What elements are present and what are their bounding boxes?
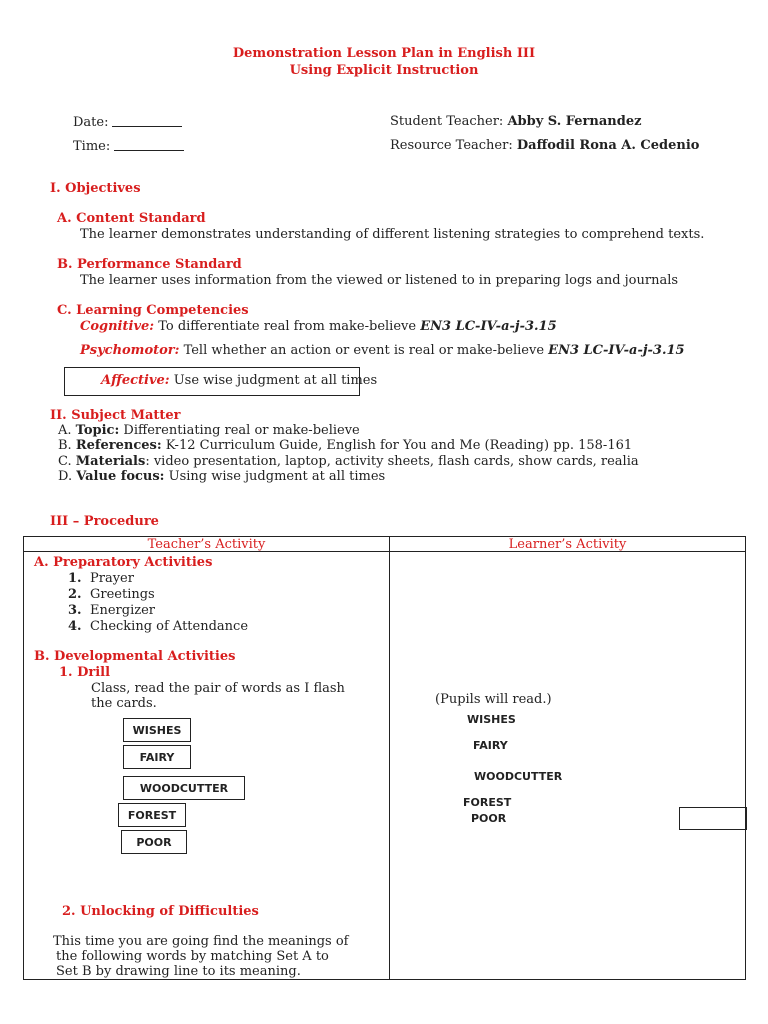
learner-word: FOREST: [463, 796, 512, 809]
preparatory-item: [68, 587, 155, 602]
preparatory-heading: A. Preparatory Activities: [34, 555, 213, 570]
psychomotor-label: Psychomotor:: [80, 343, 180, 358]
subject-item-label: References:: [75, 438, 162, 453]
learner-word: WOODCUTTER: [474, 770, 563, 783]
performance-standard-text: The learner uses information from the viewed or listened to in preparing logs and journals: [80, 273, 679, 288]
item-text: Energizer: [90, 603, 156, 618]
drill-instruction-line1: Class, read the pair of words as I flash: [91, 681, 345, 696]
subject-item: [58, 438, 632, 453]
document-title-line1: Demonstration Lesson Plan in English III: [232, 46, 536, 61]
unlocking-text-line3: Set B by drawing line to its meaning.: [56, 964, 301, 979]
subject-item: [58, 469, 385, 484]
date-blank: [112, 114, 182, 127]
empty-answer-box: [679, 807, 747, 830]
subject-matter-heading: II. Subject Matter: [50, 408, 181, 423]
subject-item-prefix: D.: [58, 469, 77, 484]
item-number: 1.: [68, 571, 82, 586]
pupils-response: (Pupils will read.): [435, 692, 552, 707]
item-number: 4.: [68, 619, 82, 634]
subject-item-text: Using wise judgment at all times: [164, 469, 386, 484]
content-standard-text: The learner demonstrates understanding of different listening strategies to comprehend texts.: [80, 227, 705, 242]
unlocking-text-line1: This time you are going find the meanings of: [53, 934, 349, 949]
flash-card: FOREST: [118, 803, 186, 827]
subject-item-text: Differentiating real or make-believe: [119, 423, 360, 438]
subject-item-text: : video presentation, laptop, activity sheets, flash cards, show cards, realia: [145, 454, 639, 469]
psychomotor-text: Tell whether an action or event is real or make-believe: [179, 343, 549, 358]
cognitive-line: [80, 319, 557, 334]
item-text: Greetings: [90, 587, 155, 602]
date-label: Date:: [73, 115, 109, 130]
resource-teacher-name: Daffodil Rona A. Cedenio: [516, 138, 700, 153]
objectives-heading: I. Objectives: [50, 181, 141, 196]
preparatory-item: [68, 603, 155, 618]
subject-item-prefix: B.: [58, 438, 76, 453]
subject-item: [58, 454, 639, 469]
drill-instruction-line2: the cards.: [91, 696, 157, 711]
subject-item-label: Value focus:: [76, 469, 165, 484]
performance-standard-heading: B. Performance Standard: [57, 257, 242, 272]
cognitive-code: EN3 LC-IV-a-j-3.15: [420, 319, 557, 334]
column-header-teacher: Teacher’s Activity: [147, 537, 266, 552]
resource-teacher-label: Resource Teacher:: [390, 138, 513, 153]
subject-item-label: Topic:: [75, 423, 120, 438]
flash-card: POOR: [121, 830, 187, 854]
table-left-border: [23, 536, 24, 980]
learner-word: FAIRY: [473, 739, 508, 752]
item-text: Prayer: [90, 571, 134, 586]
time-blank: [114, 138, 184, 151]
subject-item-label: Materials: [75, 454, 146, 469]
student-teacher: [390, 114, 641, 129]
cognitive-text: To differentiate real from make-believe: [154, 319, 421, 334]
time-field: [73, 138, 184, 154]
flash-card: WOODCUTTER: [123, 776, 245, 800]
time-label: Time:: [73, 139, 111, 154]
table-column-divider: [389, 536, 390, 980]
subject-item-text: K-12 Curriculum Guide, English for You and Me (Reading) pp. 158-161: [161, 438, 633, 453]
learner-word: POOR: [471, 812, 507, 825]
affective-label: Affective:: [101, 373, 170, 388]
psychomotor-code: EN3 LC-IV-a-j-3.15: [548, 343, 685, 358]
affective-text: Use wise judgment at all times: [169, 373, 378, 388]
unlocking-text-line2: the following words by matching Set A to: [56, 949, 329, 964]
resource-teacher: [390, 138, 699, 153]
learner-word: WISHES: [467, 713, 516, 726]
item-text: Checking of Attendance: [90, 619, 249, 634]
subject-item-prefix: A.: [58, 423, 76, 438]
flash-card: FAIRY: [123, 745, 191, 769]
procedure-heading: III – Procedure: [50, 514, 159, 529]
developmental-heading: B. Developmental Activities: [34, 649, 236, 664]
student-teacher-name: Abby S. Fernandez: [507, 114, 642, 129]
table-bottom-border: [23, 979, 746, 980]
flash-card: WISHES: [123, 718, 191, 742]
item-number: 3.: [68, 603, 82, 618]
subject-item: [58, 423, 360, 438]
unlocking-heading: 2. Unlocking of Difficulties: [62, 904, 259, 919]
document-title-line2: Using Explicit Instruction: [289, 63, 479, 78]
learning-competencies-heading: C. Learning Competencies: [57, 303, 249, 318]
drill-heading: 1. Drill: [59, 665, 111, 680]
table-right-border: [745, 536, 746, 980]
item-number: 2.: [68, 587, 82, 602]
subject-item-prefix: C.: [58, 454, 76, 469]
preparatory-item: [68, 619, 248, 634]
preparatory-item: [68, 571, 134, 586]
student-teacher-label: Student Teacher:: [390, 114, 504, 129]
cognitive-label: Cognitive:: [80, 319, 155, 334]
date-field: [73, 114, 182, 130]
psychomotor-line: [80, 343, 685, 358]
affective-line: [101, 373, 377, 388]
content-standard-heading: A. Content Standard: [57, 211, 206, 226]
column-header-learner: Learner’s Activity: [508, 537, 627, 552]
